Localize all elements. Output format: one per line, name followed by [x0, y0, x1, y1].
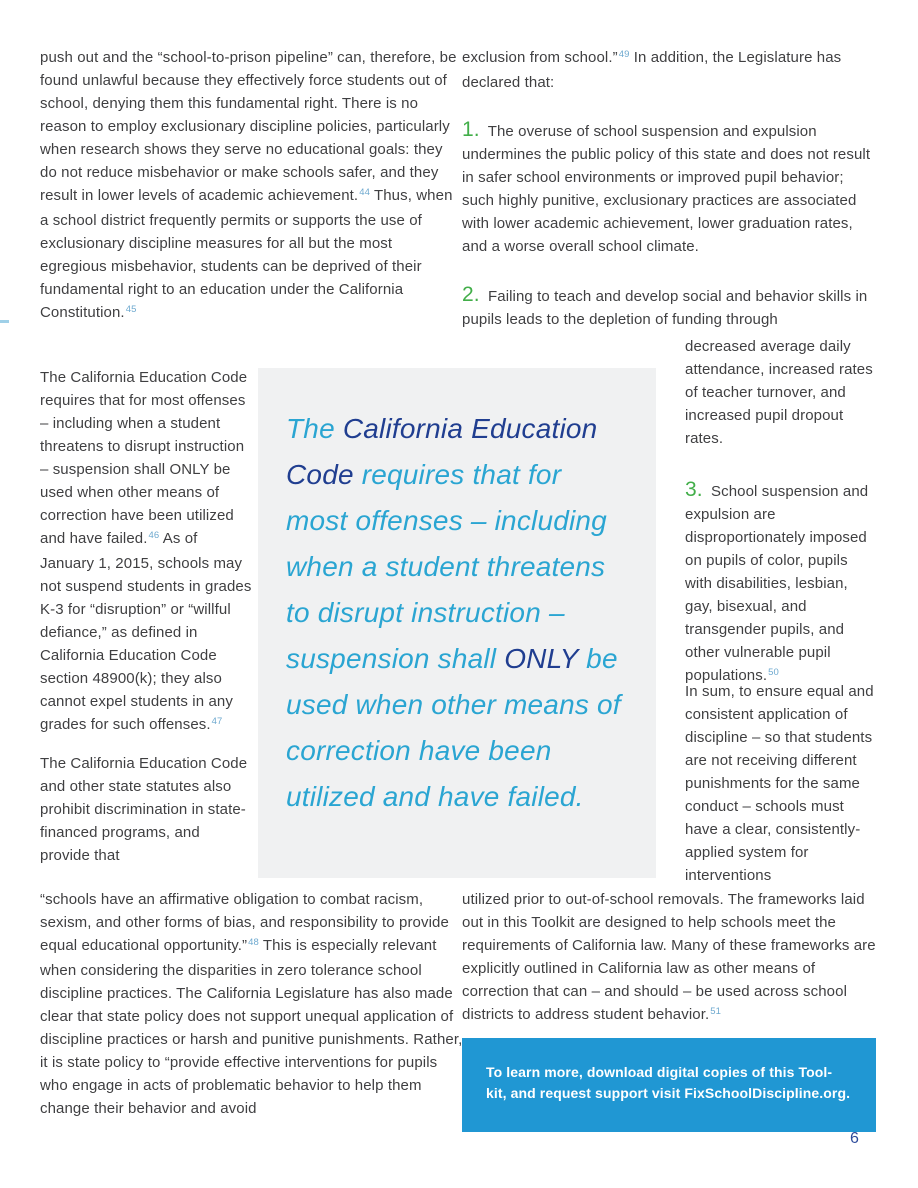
in-sum-paragraph: In sum, to ensure equal and consistent application of discipline – so that students are not receiving different punishments for the same conduct – schools must have a clear, consistently-applied system for interventions: [685, 683, 874, 884]
left-paragraph-3-narrow: The California Education Code and other state statutes also prohibit discrimination in state-financed programs, and provide that: [40, 755, 248, 864]
pull-quote-box: [258, 368, 656, 878]
numbered-item-3: 3. School suspension and expulsion are disproportionately imposed on pupils of color, pupils with disabilities, lesbian, gay, bisexual, and transgender pupils, and other vulnerable pupil populations.$^{50}$: [685, 478, 869, 684]
closing-paragraph: utilized prior to out-of-school removals. The frameworks laid out in this Toolkit are designed to help schools meet the requirements of California law. Many of these frameworks are explicitly outlined in California law as other means of correction that can – and should – be used across school districts to address student behavior.$^{51}$: [462, 891, 876, 1023]
left-paragraph-2: The California Education Code requires that for most offenses – including when a student threatens to disrupt instruction – suspension shall ONLY be used when other means of correction have been utilized and have failed.$^{46}$ As of January 1, 2015, schools may not suspend students in grades K-3 for “disruption” or “willful defiance,” as defined in California Education Code section 48900(k); they also cannot expel students in any grades for such offenses.$^{47}$: [40, 369, 252, 733]
callout-line-2: kit, and request support visit FixSchoolDiscipline.org.: [486, 1085, 851, 1101]
left-paragraph-1: push out and the “school-to-prison pipeline” can, therefore, be found unlawful because they effectively force students out of school, denying them this fundamental right. There is no reason to employ exclusionary discipline policies, particularly when research shows they serve no educational goals: they do not reduce misbehavior or make schools safer, and they result in lower levels of academic achievement.$^{44}$ Thus, when a school district frequently permits or supports the use of exclusionary discipline measures for all but the most egregious misbehavior, students can be deprived of their fundamental right to an education under the California Constitution.$^{45}$: [40, 49, 457, 321]
callout-box: [462, 1038, 876, 1132]
numbered-item-2-continued: decreased average daily attendance, increased rates of teacher turnover, and increased pupil dropout rates.: [685, 338, 873, 447]
callout-line-1: To learn more, download digital copies of this Tool-: [486, 1064, 833, 1080]
page-number: 6: [850, 1130, 859, 1147]
right-intro-paragraph: exclusion from school.”$^{49}$ In addition, the Legislature has declared that:: [462, 49, 842, 91]
numbered-item-2: 2. Failing to teach and develop social and behavior skills in pupils leads to the depletion of funding through: [462, 283, 868, 328]
pull-quote-text: The California Education Code requires that for most offenses – including when a student threatens to disrupt instruction – suspension shall ONLY be used when other means of correction have been utilized and have failed.: [286, 413, 621, 812]
left-margin-tick: [0, 320, 9, 323]
left-paragraph-3-wide: “schools have an affirmative obligation to combat racism, sexism, and other forms of bias, and responsibility to provide equal educational opportunity.”$^{48}$ This is especially relevant when considering the disparities in zero tolerance school discipline practices. The California Legislature has also made clear that state policy does not support unequal application of discipline practices or harsh and punitive punishments. Rather, it is state policy to “provide effective interventions for pupils who engage in acts of problematic behavior to help them change their behavior and avoid: [40, 891, 463, 1117]
numbered-item-1: 1. The overuse of school suspension and expulsion undermines the public policy of this state and does not result in safer school environments or improved pupil behavior; such highly punitive, exclusionary practices are associated with lower academic achievement, lower graduation rates, and a worse overall school climate.: [462, 118, 871, 255]
